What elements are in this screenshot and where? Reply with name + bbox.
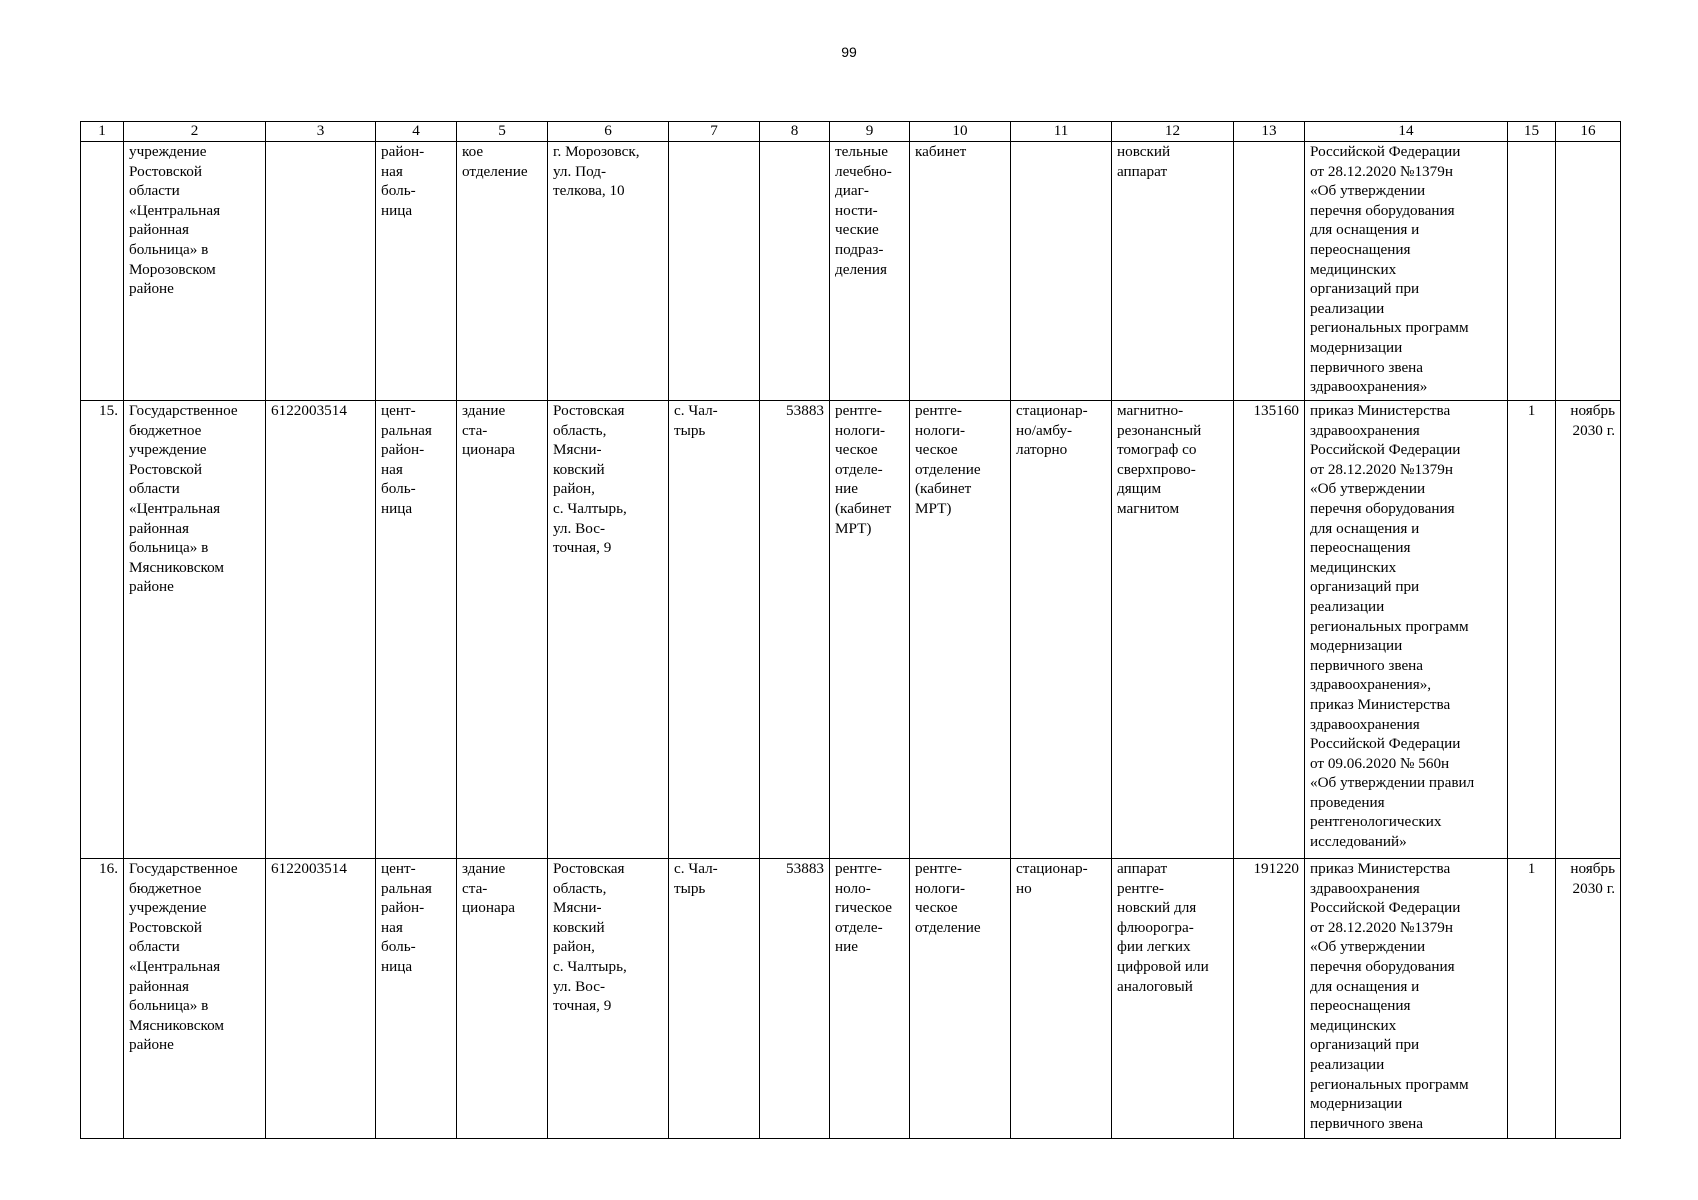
- care-mode-cell: [1011, 142, 1112, 401]
- equipment-code-cell: [1234, 142, 1305, 401]
- column-number: 8: [760, 122, 830, 142]
- settlement-cell: с. Чал- тырь: [669, 401, 760, 859]
- organization-name-cell: Государственное бюджетное учреждение Ростовской области «Центральная районная больница» в Мясниковском районе: [124, 401, 266, 859]
- deadline-cell: ноябрь 2030 г.: [1556, 401, 1621, 859]
- column-number: 4: [376, 122, 457, 142]
- column-number: 16: [1556, 122, 1621, 142]
- address-cell: Ростовская область, Мясни- ковский район, с. Чалтырь, ул. Вос- точная, 9: [548, 401, 669, 859]
- department-cell: рентге- нологи- ческое отделе- ние (кабинет МРТ): [830, 401, 910, 859]
- column-number: 15: [1508, 122, 1556, 142]
- building-cell: кое отделение: [457, 142, 548, 401]
- settlement-cell: с. Чал- тырь: [669, 859, 760, 1139]
- column-number: 9: [830, 122, 910, 142]
- regulation-cell: Российской Федерации от 28.12.2020 №1379н «Об утверждении перечня оборудования для оснащения и переоснащения медицинских организаций при реализации региональных программ модернизации первичного звена здравоохранения»: [1305, 142, 1508, 401]
- column-number: 1: [81, 122, 124, 142]
- population-cell: 53883: [760, 859, 830, 1139]
- building-cell: здание ста- ционара: [457, 401, 548, 859]
- quantity-cell: [1508, 142, 1556, 401]
- register-table: [80, 121, 1621, 1139]
- column-number: 14: [1305, 122, 1508, 142]
- equipment-cell: аппарат рентге- новский для флюорогра- фии легких цифровой или аналоговый: [1112, 859, 1234, 1139]
- table-row-continued: [81, 142, 1621, 401]
- deadline-cell: ноябрь 2030 г.: [1556, 859, 1621, 1139]
- care-mode-cell: стационар- но: [1011, 859, 1112, 1139]
- column-number: 2: [124, 122, 266, 142]
- row-number-cell: 15.: [81, 401, 124, 859]
- care-mode-cell: стационар- но/амбу- латорно: [1011, 401, 1112, 859]
- equipment-code-cell: 135160: [1234, 401, 1305, 859]
- organization-name-cell: Государственное бюджетное учреждение Ростовской области «Центральная районная больница» в Мясниковском районе: [124, 859, 266, 1139]
- department-cell: тельные лечебно- диаг- ности- ческие подраз- деления: [830, 142, 910, 401]
- column-number: 3: [266, 122, 376, 142]
- facility-type-cell: цент- ральная район- ная боль- ница: [376, 401, 457, 859]
- regulation-cell: приказ Министерства здравоохранения Российской Федерации от 28.12.2020 №1379н «Об утверждении перечня оборудования для оснащения и переоснащения медицинских организаций при реализации региональных программ модернизации первичного звена здравоохранения», приказ Министерства здравоохранения Российской Федерации от 09.06.2020 № 560н «Об утверждении правил проведения рентгенологических исследований»: [1305, 401, 1508, 859]
- settlement-cell: [669, 142, 760, 401]
- population-cell: [760, 142, 830, 401]
- page-number: 99: [841, 44, 857, 60]
- unit-cell: рентге- нологи- ческое отделение (кабинет МРТ): [910, 401, 1011, 859]
- department-cell: рентге- ноло- гическое отделе- ние: [830, 859, 910, 1139]
- column-number: 7: [669, 122, 760, 142]
- equipment-cell: магнитно- резонансный томограф со сверхпрово- дящим магнитом: [1112, 401, 1234, 859]
- table-row: [81, 401, 1621, 859]
- address-cell: г. Морозовск, ул. Под- телкова, 10: [548, 142, 669, 401]
- column-number-row: [81, 122, 1621, 142]
- column-number: 10: [910, 122, 1011, 142]
- inn-cell: 6122003514: [266, 859, 376, 1139]
- quantity-cell: 1: [1508, 859, 1556, 1139]
- address-cell: Ростовская область, Мясни- ковский район, с. Чалтырь, ул. Вос- точная, 9: [548, 859, 669, 1139]
- facility-type-cell: район- ная боль- ница: [376, 142, 457, 401]
- regulation-cell: приказ Министерства здравоохранения Российской Федерации от 28.12.2020 №1379н «Об утверждении перечня оборудования для оснащения и переоснащения медицинских организаций при реализации региональных программ модернизации первичного звена: [1305, 859, 1508, 1139]
- inn-cell: [266, 142, 376, 401]
- building-cell: здание ста- ционара: [457, 859, 548, 1139]
- organization-name-cell: учреждение Ростовской области «Центральная районная больница» в Морозовском районе: [124, 142, 266, 401]
- unit-cell: рентге- нологи- ческое отделение: [910, 859, 1011, 1139]
- row-number-cell: [81, 142, 124, 401]
- inn-cell: 6122003514: [266, 401, 376, 859]
- deadline-cell: [1556, 142, 1621, 401]
- population-cell: 53883: [760, 401, 830, 859]
- equipment-cell: новский аппарат: [1112, 142, 1234, 401]
- column-number: 6: [548, 122, 669, 142]
- column-number: 13: [1234, 122, 1305, 142]
- column-number: 12: [1112, 122, 1234, 142]
- column-number: 5: [457, 122, 548, 142]
- equipment-code-cell: 191220: [1234, 859, 1305, 1139]
- quantity-cell: 1: [1508, 401, 1556, 859]
- row-number-cell: 16.: [81, 859, 124, 1139]
- unit-cell: кабинет: [910, 142, 1011, 401]
- table-row: [81, 859, 1621, 1139]
- facility-type-cell: цент- ральная район- ная боль- ница: [376, 859, 457, 1139]
- column-number: 11: [1011, 122, 1112, 142]
